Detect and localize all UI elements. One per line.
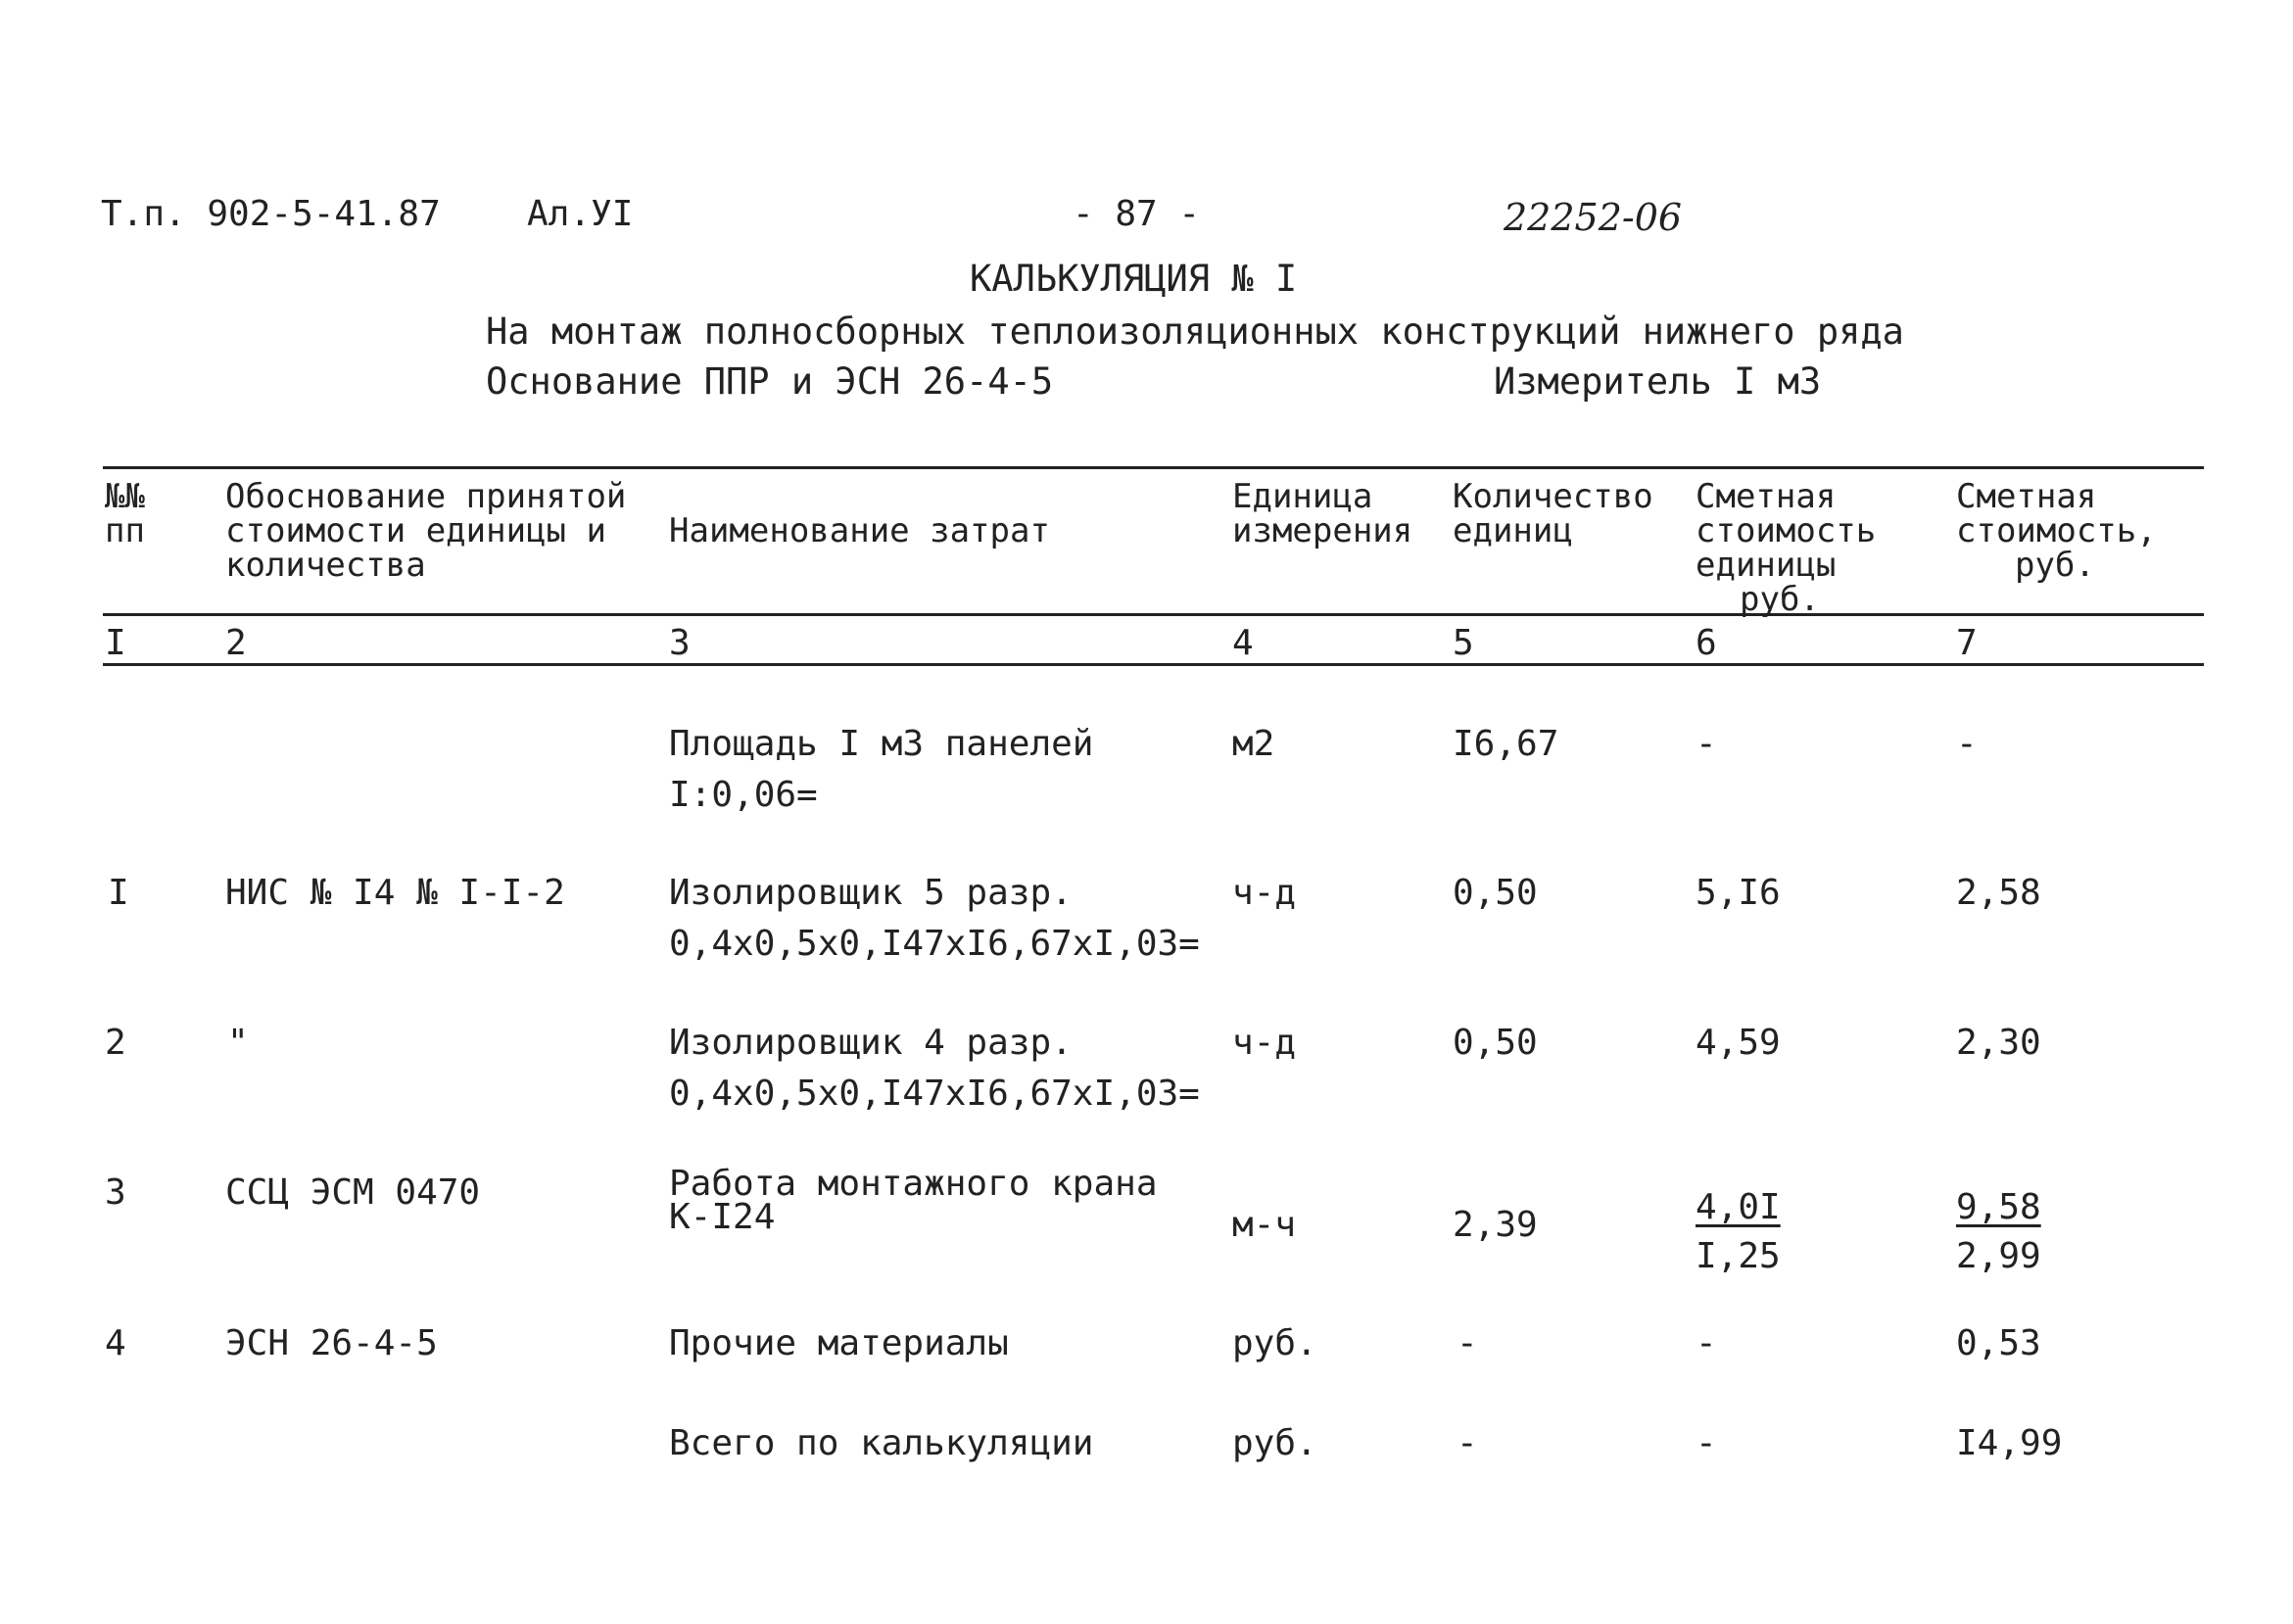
row-unit-cost: 4,59 [1696,1023,1781,1063]
album-number: Ал.УI [527,194,634,234]
measurement-unit: Измеритель I м3 [1494,360,1822,403]
row-unit: руб. [1232,1423,1317,1463]
page-number: - 87 - [1073,194,1201,234]
row-number: 4 [105,1323,126,1363]
column-numbers-rule [103,663,2204,666]
header-col-2: Обоснование принятой стоимости единицы и количества [225,477,627,585]
row-total-cost: 2,30 [1956,1023,2041,1063]
row-unit-cost: - [1696,1323,1717,1363]
column-number-4: 4 [1232,623,1254,663]
calculation-subject: На монтаж полносборных теплоизоляционных конструкций нижнего ряда [486,310,1904,353]
row-total-cost: 2,58 [1956,873,2041,913]
column-number-6: 6 [1696,623,1717,663]
row-name: Изолировщик 5 разр. 0,4x0,5x0,I47xI6,67xI,03= [669,873,1200,964]
row-basis: ЭСН 26-4-5 [225,1323,438,1363]
header-bottom-rule [103,613,2204,616]
row-unit-cost: 5,I6 [1696,873,1781,913]
column-number-2: 2 [225,623,247,663]
row-quantity: 0,50 [1453,873,1538,913]
row-number: 3 [105,1172,126,1213]
row-unit-cost: - [1696,1423,1717,1463]
row-unit-cost: - [1696,724,1717,764]
document-code: Т.п. 902-5-41.87 [101,194,441,234]
row-quantity: 2,39 [1453,1205,1538,1245]
row-quantity: I6,67 [1453,724,1559,764]
header-col-4: Единица измерения [1232,477,1413,550]
header-col-1: №№ пп [105,477,145,550]
row-unit: ч-д [1232,1023,1297,1063]
header-col-5: Количество единиц [1453,477,1653,550]
row-unit: ч-д [1232,873,1297,913]
table-top-rule [103,466,2204,469]
header-col-7: Сметная стоимость, руб. [1956,477,2157,585]
column-number-7: 7 [1956,623,1978,663]
row-unit: м-ч [1232,1205,1297,1245]
row-quantity: - [1457,1423,1478,1463]
row-name: Прочие материалы [669,1323,1009,1363]
row-total-cost: - [1956,724,1978,764]
row-unit: руб. [1232,1323,1317,1363]
row-basis: НИС № I4 № I-I-2 [225,873,565,913]
row-unit-cost: 4,0I I,25 [1696,1187,1781,1276]
row-name: Площадь I м3 панелей I:0,06= [669,724,1094,815]
row-quantity: 0,50 [1453,1023,1538,1063]
row-total-cost: I4,99 [1956,1423,2063,1463]
column-number-1: I [105,623,126,663]
row-number: 2 [105,1023,126,1063]
inventory-number: 22252-06 [1504,196,1683,239]
row-name: Работа монтажного крана К-I24 [669,1164,1158,1237]
row-name: Изолировщик 4 разр. 0,4x0,5x0,I47xI6,67xI,03= [669,1023,1200,1114]
calculation-title: КАЛЬКУЛЯЦИЯ № I [970,258,1298,300]
column-number-3: 3 [669,623,691,663]
row-basis: " [227,1023,249,1063]
row-quantity: - [1457,1323,1478,1363]
row-total-cost: 0,53 [1956,1323,2041,1363]
row-total-cost: 9,58 2,99 [1956,1187,2041,1276]
header-col-3: Наименование затрат [669,511,1050,550]
row-basis: ССЦ ЭСМ 0470 [225,1172,481,1213]
header-col-6: Сметная стоимость единицы руб. [1696,477,1877,619]
row-number: I [108,873,129,913]
calculation-basis: Основание ППР и ЭСН 26-4-5 [486,360,1054,403]
column-number-5: 5 [1453,623,1474,663]
row-unit: м2 [1232,724,1275,764]
row-name: Всего по калькуляции [669,1423,1094,1463]
